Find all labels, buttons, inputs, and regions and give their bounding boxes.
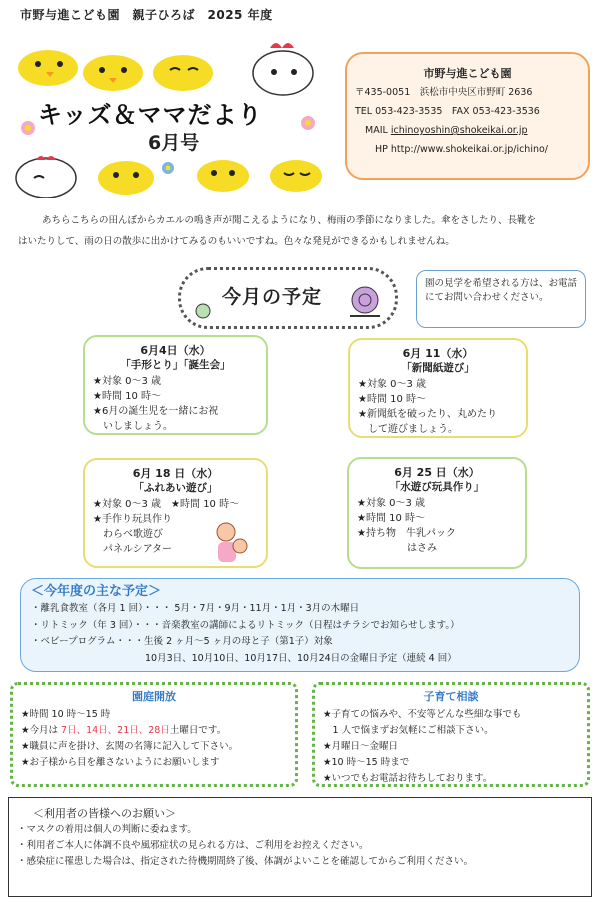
event-line: ★対象 0～3 歳 <box>93 376 162 387</box>
consultation-title: 子育て相談 <box>423 690 479 703</box>
event-line: ★対象 0～3 歳 <box>357 498 426 509</box>
event-line: ★時間 10 時～ <box>357 513 426 524</box>
chick-icon <box>98 161 154 195</box>
event-line: ★新聞紙を破ったり、丸めたり <box>358 409 497 420</box>
chick-icon <box>197 160 249 192</box>
mail-link[interactable]: ichinoyoshin@shokeikai.or.jp <box>390 125 528 136</box>
event-name: 「新聞紙遊び」 <box>401 362 475 374</box>
snail-icon <box>345 278 385 323</box>
garden-open-title: 園庭開放 <box>132 690 176 703</box>
org-line: 市野与進こども園 親子ひろば 2025 年度 <box>20 8 273 22</box>
consult-line: ★10 時～15 時まで <box>323 757 410 768</box>
event-line: ★持ち物 牛乳パック <box>357 528 456 539</box>
event-line: いしましょう。 <box>93 421 173 432</box>
issue-label: 6月号 <box>148 132 200 154</box>
chick-icon <box>153 55 213 91</box>
event-date: 6月 11（水） <box>402 347 474 360</box>
intro-line: はいたりして、雨の日の散歩に出かけてみるのもいいですね。色々な発見ができるかもしれませんね。 <box>18 236 455 247</box>
schedule-line: ・離乳食教室（各月 1 回）・・・ 5月・7月・9月・11月・1月・3月の木曜日 <box>31 603 360 614</box>
garden-saturday-line <box>21 723 287 739</box>
text: ★今月は <box>21 725 62 736</box>
flower-icon <box>21 121 35 135</box>
schedule-line: ・ベビープログラム・・・生後 2 ヶ月～5 ヶ月の母と子（第1子）対象 <box>31 636 333 647</box>
notice-title: ＜利用者の皆様へのお願い＞ <box>33 807 176 820</box>
notice-line: ・マスクの着用は個人の判断に委ねます。 <box>17 824 197 835</box>
consult-line: ★子育ての悩みや、不安等どんな些細な事でも <box>323 709 522 720</box>
intro-line: あちらこちらの田んぼからカエルの鳴き声が聞こえるようになり、梅雨の季節になりました。傘をさしたり、長靴を <box>42 215 537 226</box>
contact-address: 〒435-0051 浜松市中央区市野町 2636 <box>355 87 533 98</box>
hen-icon <box>16 156 76 198</box>
hp-label: HP <box>375 144 388 155</box>
newsletter-title: キッズ＆ママだより <box>38 101 263 129</box>
event-date: 6月 25 日（水） <box>394 466 480 479</box>
contact-phone: TEL 053-423-3535 FAX 053-423-3536 <box>355 106 540 117</box>
saturday-dates: 7日、14日、21日、28日 <box>61 725 170 736</box>
consult-line: ★いつでもお電話お待ちしております。 <box>323 773 493 784</box>
text: 土曜日です。 <box>169 725 227 736</box>
event-line: ★対象 0～3 歳 ★時間 10 時～ <box>93 499 240 510</box>
event-line: パネルシアター <box>93 544 173 555</box>
contact-box <box>345 52 590 180</box>
annual-schedule-title: ＜今年度の主な予定＞ <box>31 584 162 599</box>
event-line: して遊びましょう。 <box>358 424 458 435</box>
hp-link[interactable]: http://www.shokeikai.or.jp/ichino/ <box>390 144 549 155</box>
event-line: ★6月の誕生児を一緒にお祝 <box>93 406 219 417</box>
event-line: ★対象 0～3 歳 <box>358 379 427 390</box>
garden-line: ★職員に声を掛け、玄関の名簿に記入して下さい。 <box>21 741 239 752</box>
visit-note: 園の見学を希望される方は、お電話にてお問い合わせください。 <box>416 270 586 328</box>
schedule-line: 10月3日、10月10日、10月17日、10月24日の金曜日予定（連続 4 回） <box>31 652 457 664</box>
contact-name: 市野与進こども園 <box>423 67 512 80</box>
event-card <box>348 338 528 438</box>
event-line: ★手作り玩具作り <box>93 514 172 525</box>
chick-icon <box>270 160 322 192</box>
garden-line: ★お子様から目を離さないようにお願いします <box>21 757 220 768</box>
notice-line: ・感染症に罹患した場合は、指定された待機期間終了後、体調がよいことを確認してからご利用ください。 <box>17 856 474 867</box>
event-name: 「水遊び玩具作り」 <box>389 481 485 493</box>
mail-label: MAIL <box>365 125 388 136</box>
schedule-line: ・リトミック（年 3 回）・・・音楽教室の講師によるリトミック（日程はチラシでお知らせします。） <box>31 619 460 631</box>
chick-icon <box>83 55 143 91</box>
event-date: 6月4日（水） <box>140 344 211 357</box>
flower-icon <box>301 116 315 130</box>
annual-schedule <box>20 578 580 672</box>
notice-line: ・利用者ご本人に体調不良や風邪症状の見られる方は、ご利用をお控えください。 <box>17 840 369 851</box>
chick-icon <box>18 50 78 86</box>
event-name: 「ふれあい遊び」 <box>133 482 218 494</box>
consult-line: ★月曜日～金曜日 <box>323 741 399 752</box>
flower-icon <box>162 162 174 174</box>
schedule-title: 今月の予定 <box>222 286 323 308</box>
hen-icon <box>253 43 313 95</box>
event-card <box>347 457 527 569</box>
event-date: 6月 18 日（水） <box>132 467 219 480</box>
intro-text <box>18 210 590 252</box>
garden-open-box <box>10 682 298 787</box>
event-line: わらべ歌遊び <box>93 529 163 540</box>
event-card <box>83 335 268 435</box>
event-line: ★時間 10 時～ <box>358 394 427 405</box>
garden-line: ★時間 10 時～15 時 <box>21 709 111 720</box>
consult-line: 1 人で悩まずお気軽にご相談下さい。 <box>323 725 494 736</box>
consultation-box <box>312 682 590 787</box>
snail-icon <box>192 300 214 322</box>
event-line: ★時間 10 時～ <box>93 391 162 402</box>
mother-child-icon <box>212 520 252 565</box>
event-name: 「手形とり」「誕生会」 <box>120 359 231 371</box>
user-notice <box>8 797 592 897</box>
event-line: はさみ <box>357 543 437 554</box>
